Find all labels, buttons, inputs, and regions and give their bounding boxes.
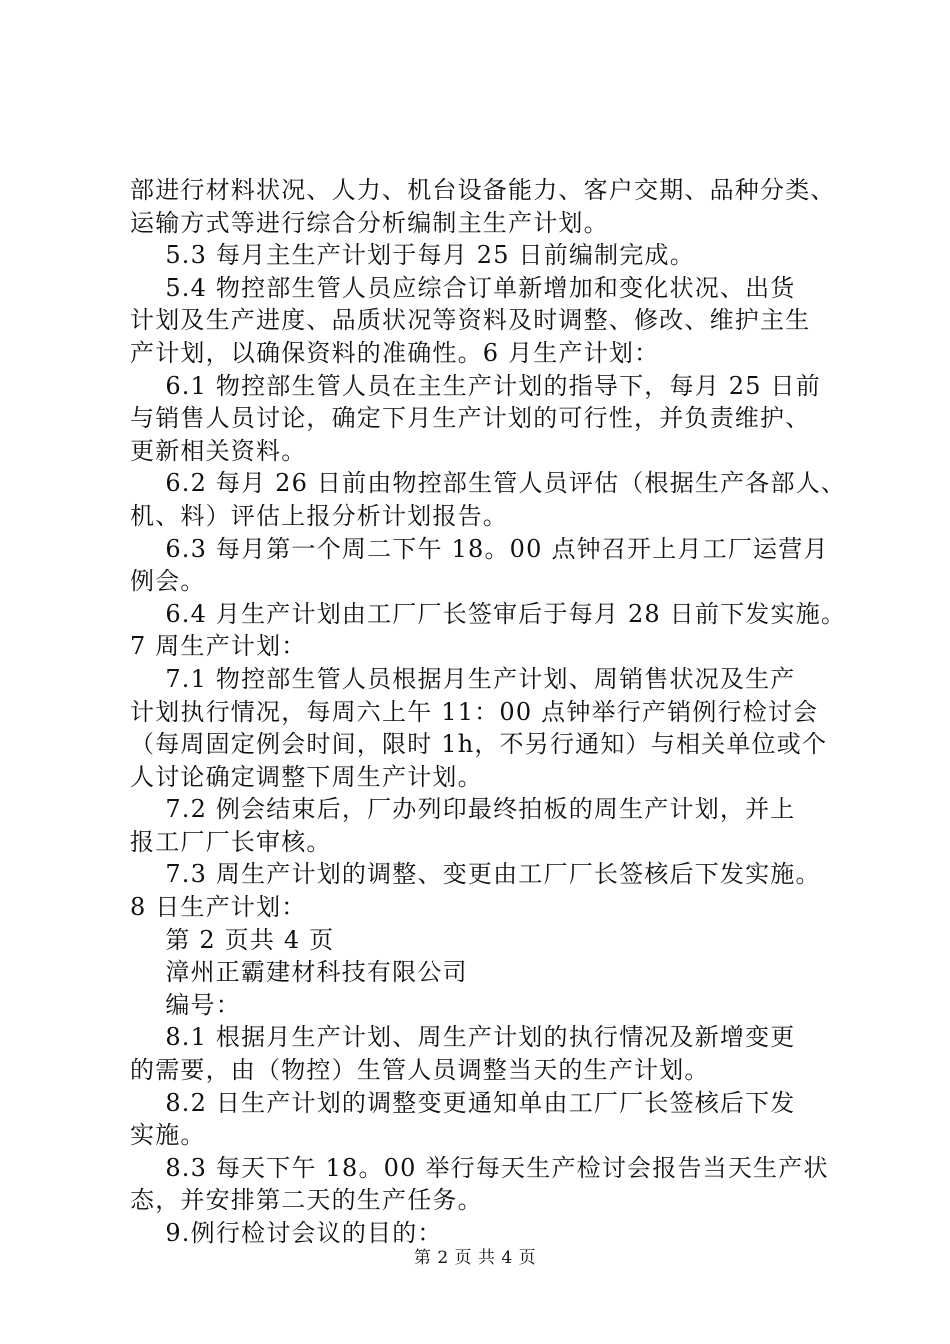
page-footer [0, 1243, 950, 1268]
body-line: 产计划，以确保资料的准确性。6 月生产计划： [130, 338, 660, 367]
body-line: 漳州正霸建材科技有限公司 [130, 958, 468, 987]
body-line: 人讨论确定调整下周生产计划。 [130, 762, 483, 791]
body-line: 8.2 日生产计划的调整变更通知单由工厂厂长签核后下发 [130, 1088, 796, 1117]
body-line: 6.3 每月第一个周二下午 18。00 点钟召开上月工厂运营月 [130, 534, 829, 563]
body-line: 编号： [130, 990, 241, 1019]
body-line: 态，并安排第二天的生产任务。 [130, 1186, 483, 1215]
body-line: 7.1 物控部生管人员根据月生产计划、周销售状况及生产 [130, 664, 796, 693]
body-line: 9.例行检讨会议的目的： [130, 1219, 443, 1247]
body-line: 实施。 [130, 1121, 206, 1150]
body-line: 第 2 页共 4 页 [130, 925, 335, 954]
body-line: 部进行材料状况、人力、机台设备能力、客户交期、品种分类、 [130, 176, 836, 204]
body-line: 6.4 月生产计划由工厂厂长签审后于每月 28 日前下发实施。 [130, 599, 847, 628]
body-line: 8.3 每天下午 18。00 举行每天生产检讨会报告当天生产状 [130, 1153, 829, 1182]
body-line: 7.3 周生产计划的调整、变更由工厂厂长签核后下发实施。 [130, 860, 821, 889]
body-line: 8.1 根据月生产计划、周生产计划的执行情况及新增变更 [130, 1023, 796, 1052]
body-line: 5.4 物控部生管人员应综合订单新增加和变化状况、出货 [130, 273, 796, 302]
body-line: 与销售人员讨论，确定下月生产计划的可行性，并负责维护、 [130, 404, 811, 433]
body-line: 更新相关资料。 [130, 436, 307, 465]
body-line: 5.3 每月主生产计划于每月 25 日前编制完成。 [130, 241, 695, 270]
body-line: 运输方式等进行综合分析编制主生产计划。 [130, 208, 609, 237]
body-line: 7 周生产计划： [130, 632, 307, 661]
body-line: （每周固定例会时间，限时 1h，不另行通知）与相关单位或个 [130, 730, 828, 759]
body-line: 的需要，由（物控）生管人员调整当天的生产计划。 [130, 1056, 710, 1085]
body-line: 8 日生产计划： [130, 893, 307, 922]
body-line: 报工厂厂长审核。 [130, 827, 332, 856]
page-number-label: 第 2 页 共 4 页 [413, 1248, 537, 1268]
body-line: 计划及生产进度、品质状况等资料及时调整、修改、维护主生 [130, 306, 811, 335]
body-line: 6.2 每月 26 日前由物控部生管人员评估（根据生产各部人、 [130, 469, 847, 498]
body-line: 计划执行情况，每周六上午 11：00 点钟举行产销例行检讨会 [130, 697, 819, 726]
body-line: 例会。 [130, 567, 206, 596]
document-body [130, 174, 847, 1250]
body-line: 机、料）评估上报分析计划报告。 [130, 501, 508, 530]
body-line: 7.2 例会结束后，厂办列印最终拍板的周生产计划，并上 [130, 795, 796, 824]
body-line: 6.1 物控部生管人员在主生产计划的指导下，每月 25 日前 [130, 371, 821, 400]
